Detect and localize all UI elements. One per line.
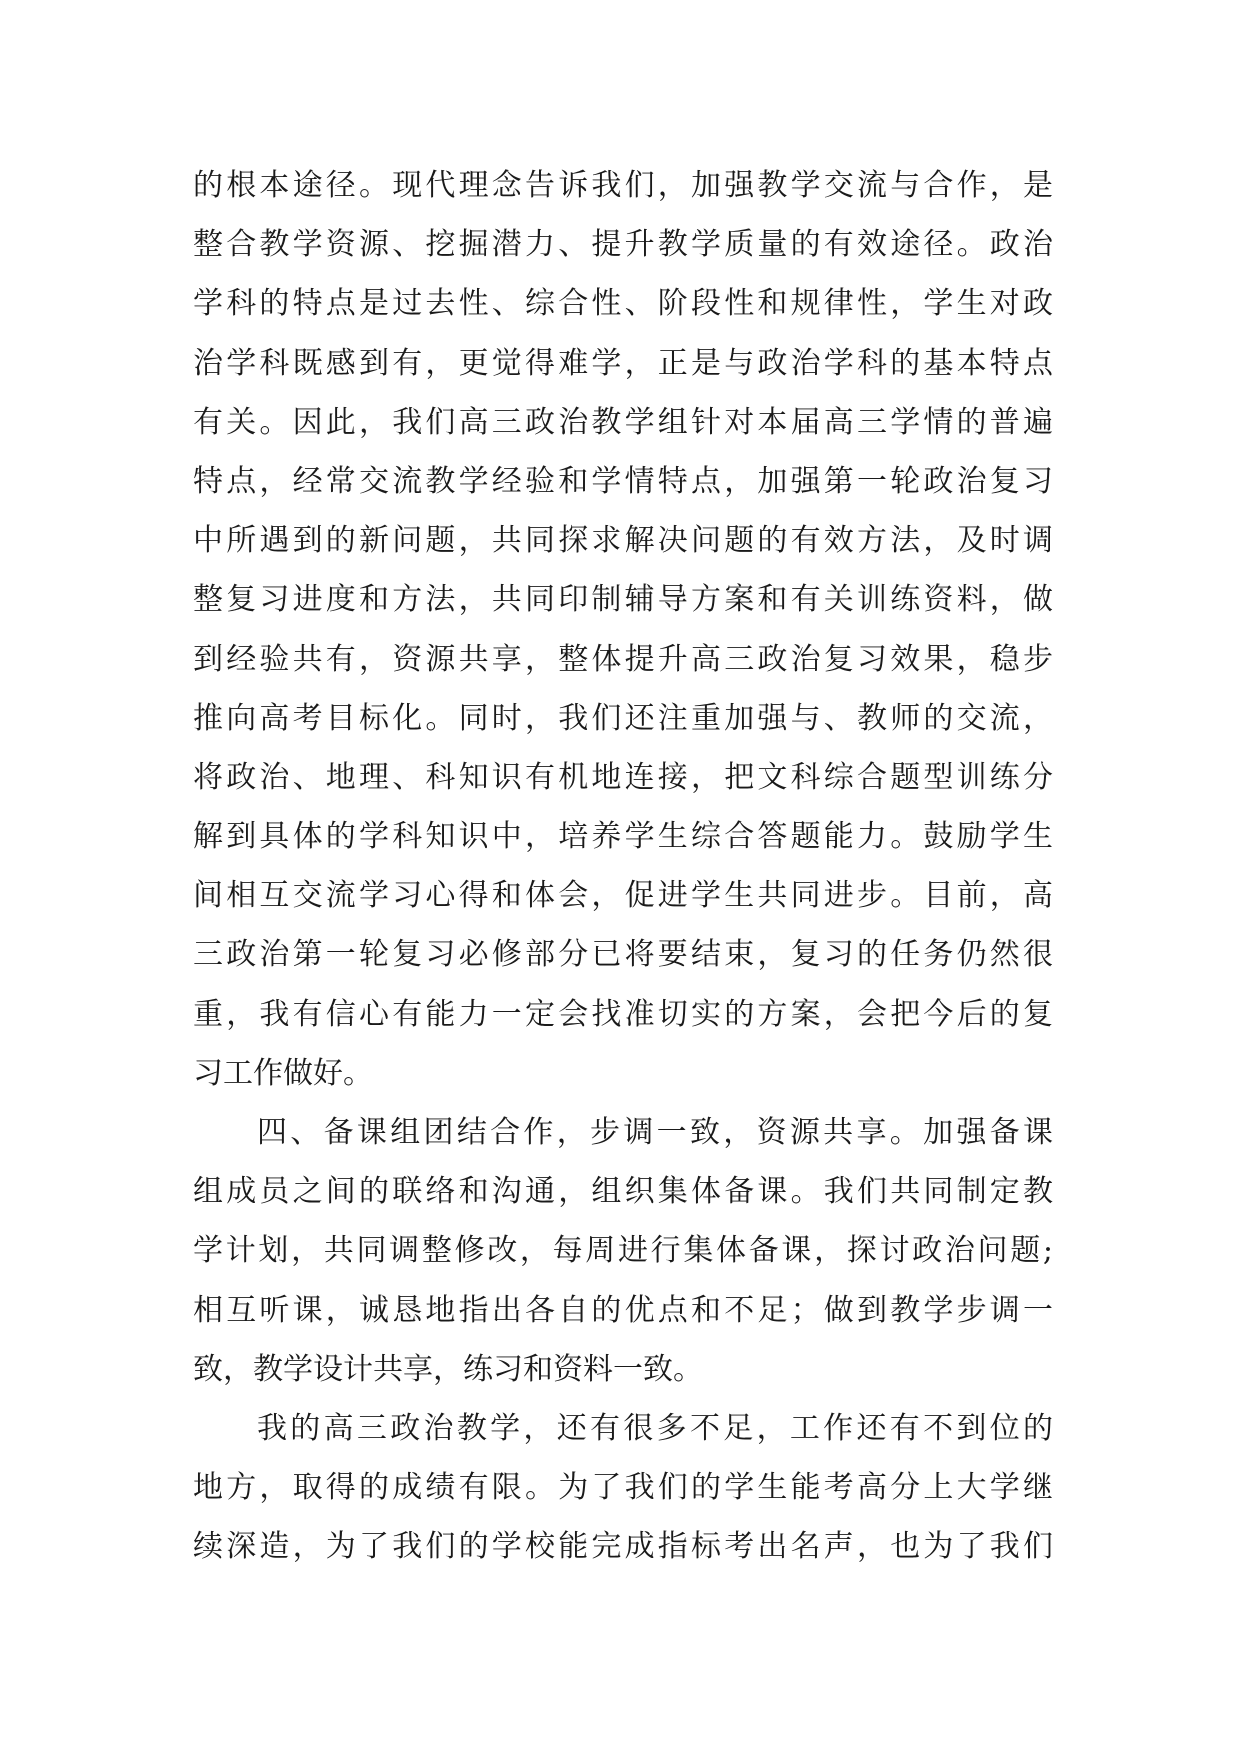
- text-line-8: 整复习进度和方法，共同印制辅导方案和有关训练资料，做: [193, 582, 1053, 618]
- text-line-6: 特点，经常交流教学经验和学情特点，加强第一轮政治复习: [193, 463, 1053, 499]
- text-line-18: 组成员之间的联络和沟通，组织集体备课。我们共同制定教: [193, 1174, 1053, 1210]
- text-line-19: 学计划，共同调整修改，每周进行集体备课，探讨政治问题;: [193, 1233, 1053, 1269]
- text-line-1: 的根本途径。现代理念告诉我们，加强教学交流与合作，是: [193, 168, 1053, 203]
- text-line-20: 相互听课，诚恳地指出各自的优点和不足；做到教学步调一: [193, 1292, 1053, 1328]
- text-line-21: 致，教学设计共享，练习和资料一致。: [193, 1351, 703, 1387]
- text-line-13: 间相互交流学习心得和体会，促进学生共同进步。目前，高: [193, 878, 1053, 914]
- text-line-11: 将政治、地理、科知识有机地连接，把文科综合题型训练分: [193, 759, 1053, 795]
- text-line-15: 重，我有信心有能力一定会找准切实的方案，会把今后的复: [193, 996, 1053, 1032]
- text-line-23: 地方，取得的成绩有限。为了我们的学生能考高分上大学继: [193, 1470, 1053, 1506]
- text-line-5: 有关。因此，我们高三政治教学组针对本届高三学情的普遍: [193, 404, 1053, 440]
- text-line-12: 解到具体的学科知识中，培养学生综合答题能力。鼓励学生: [193, 819, 1053, 855]
- body-text: [193, 156, 1053, 1577]
- text-line-14: 三政治第一轮复习必修部分已将要结束，复习的任务仍然很: [193, 937, 1053, 973]
- text-line-24: 续深造，为了我们的学校能完成指标考出名声，也为了我们: [193, 1529, 1053, 1565]
- text-line-17: 四、备课组团结合作，步调一致，资源共享。加强备课: [257, 1115, 1053, 1150]
- text-line-4: 治学科既感到有，更觉得难学，正是与政治学科的基本特点: [193, 345, 1053, 381]
- text-line-22: 我的高三政治教学，还有很多不足，工作还有不到位的: [257, 1410, 1053, 1446]
- text-line-7: 中所遇到的新问题，共同探求解决问题的有效方法，及时调: [193, 523, 1053, 559]
- text-line-9: 到经验共有，资源共享，整体提升高三政治复习效果，稳步: [193, 641, 1053, 677]
- text-line-16: 习工作做好。: [193, 1055, 373, 1091]
- text-line-3: 学科的特点是过去性、综合性、阶段性和规律性，学生对政: [193, 286, 1053, 322]
- text-line-2: 整合教学资源、挖掘潜力、提升教学质量的有效途径。政治: [193, 227, 1053, 263]
- text-line-10: 推向高考目标化。同时，我们还注重加强与、教师的交流，: [193, 700, 1053, 736]
